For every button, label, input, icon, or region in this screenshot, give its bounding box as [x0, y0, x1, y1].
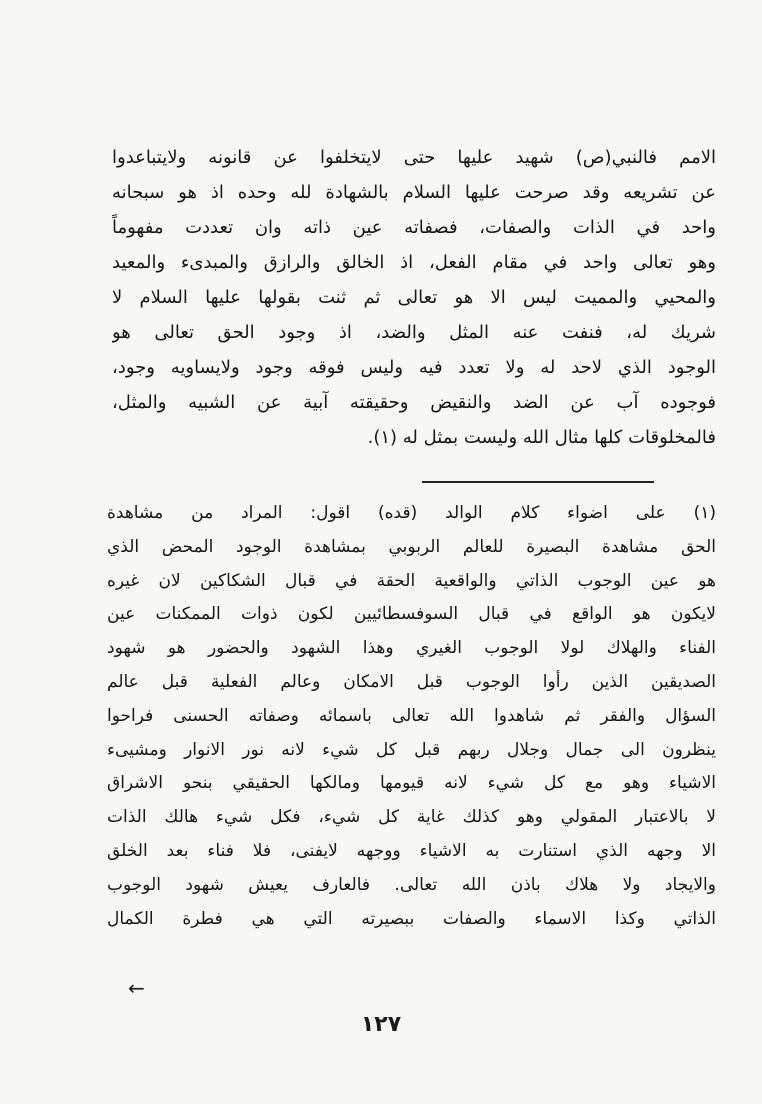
footnote-line: هو عين الوجوب الذاتي والواقعية الحقة في قبال الشكاكين لان غيره — [107, 570, 716, 591]
continuation-arrow-icon: ← — [128, 976, 145, 1000]
footnote-line: الصديقين الذين رأوا الوجوب قبل الامكان وعالم الفعلية قبل عالم — [107, 671, 716, 692]
main-line: والمحيي والمميت ليس الا هو تعالى ثم ثنت بقولها عليها السلام لا — [112, 287, 716, 308]
footnote-line: الذاتي وكذا الاسماء والصفات ببصيرته التي هي فطرة الكمال — [107, 908, 716, 929]
footnote-line: الاشياء وهو مع كل شيء لانه قيومها ومالكها الحقيقي بنحو الاشراق — [107, 773, 716, 794]
main-line: الامم فالنبي(ص) شهيد عليها حتى لايتخلفوا عن قانونه ولايتباعدوا — [112, 147, 716, 168]
footnote-line: الحق مشاهدة البصيرة للعالم الربوبي بمشاهدة الوجود المحض الذي — [107, 536, 716, 557]
main-line: عن تشريعه وقد صرحت عليها السلام بالشهادة لله وحده اذ هو سبحانه — [112, 182, 716, 203]
footnote-line: (١) على اضواء كلام الوالد (قده) اقول: المراد من مشاهدة — [107, 503, 716, 523]
footnote-line: والايجاد ولا هلاك باذن الله تعالى. فالعارف يعيش شهود الوجوب — [107, 874, 716, 895]
main-line: فوجوده آب عن الضد والنقيض وحقيقته آبية عن الشبيه والمثل، — [112, 392, 716, 413]
footnote-divider — [422, 481, 654, 483]
footnote-line: الا وجهه الذي استنارت به الاشياء ووجهه لايفنى، فلا فناء بعد الخلق — [107, 840, 716, 861]
footnote-line: لا بالاعتبار المقولي وهو كذلك غاية كل شيء، فكل شيء هالك الذات — [107, 807, 716, 828]
footnote — [107, 497, 716, 936]
footnote-line: ينظرون الى جمال وجلال ربهم قبل كل شيء لانه نور الانوار ومشيىء — [107, 739, 716, 760]
main-line: وهو تعالى واحد في مقام الفعل، اذ الخالق والرازق والمبدىء والمعيد — [112, 252, 716, 273]
main-line: واحد في الذات والصفات، فصفاته عين ذاته وان تعددت مفهوماً — [112, 217, 716, 238]
footnote-line: لايكون هو الواقع في قبال السوفسطائيين لكون ذوات الممكنات عين — [107, 604, 716, 625]
main-line: فالمخلوقات كلها مثال الله وليست بمثل له (١). — [367, 427, 716, 448]
main-line: شريك له، فنفت عنه المثل والضد، اذ وجود الحق تعالى هو — [112, 322, 716, 343]
footnote-line: السؤال والفقر ثم شاهدوا الله تعالى باسمائه وصفاته الحسنى فراحوا — [107, 705, 716, 726]
footnote-line: الفناء والهلاك لولا الوجوب الغيري وهذا الشهود والحضور هو شهود — [107, 638, 716, 659]
main-text — [112, 140, 716, 455]
page-number: ١٢٧ — [360, 1012, 402, 1037]
main-line: الوجود الذي لاحد له ولا تعدد فيه وليس فوقه وجود ولايساويه وجود، — [112, 357, 716, 378]
